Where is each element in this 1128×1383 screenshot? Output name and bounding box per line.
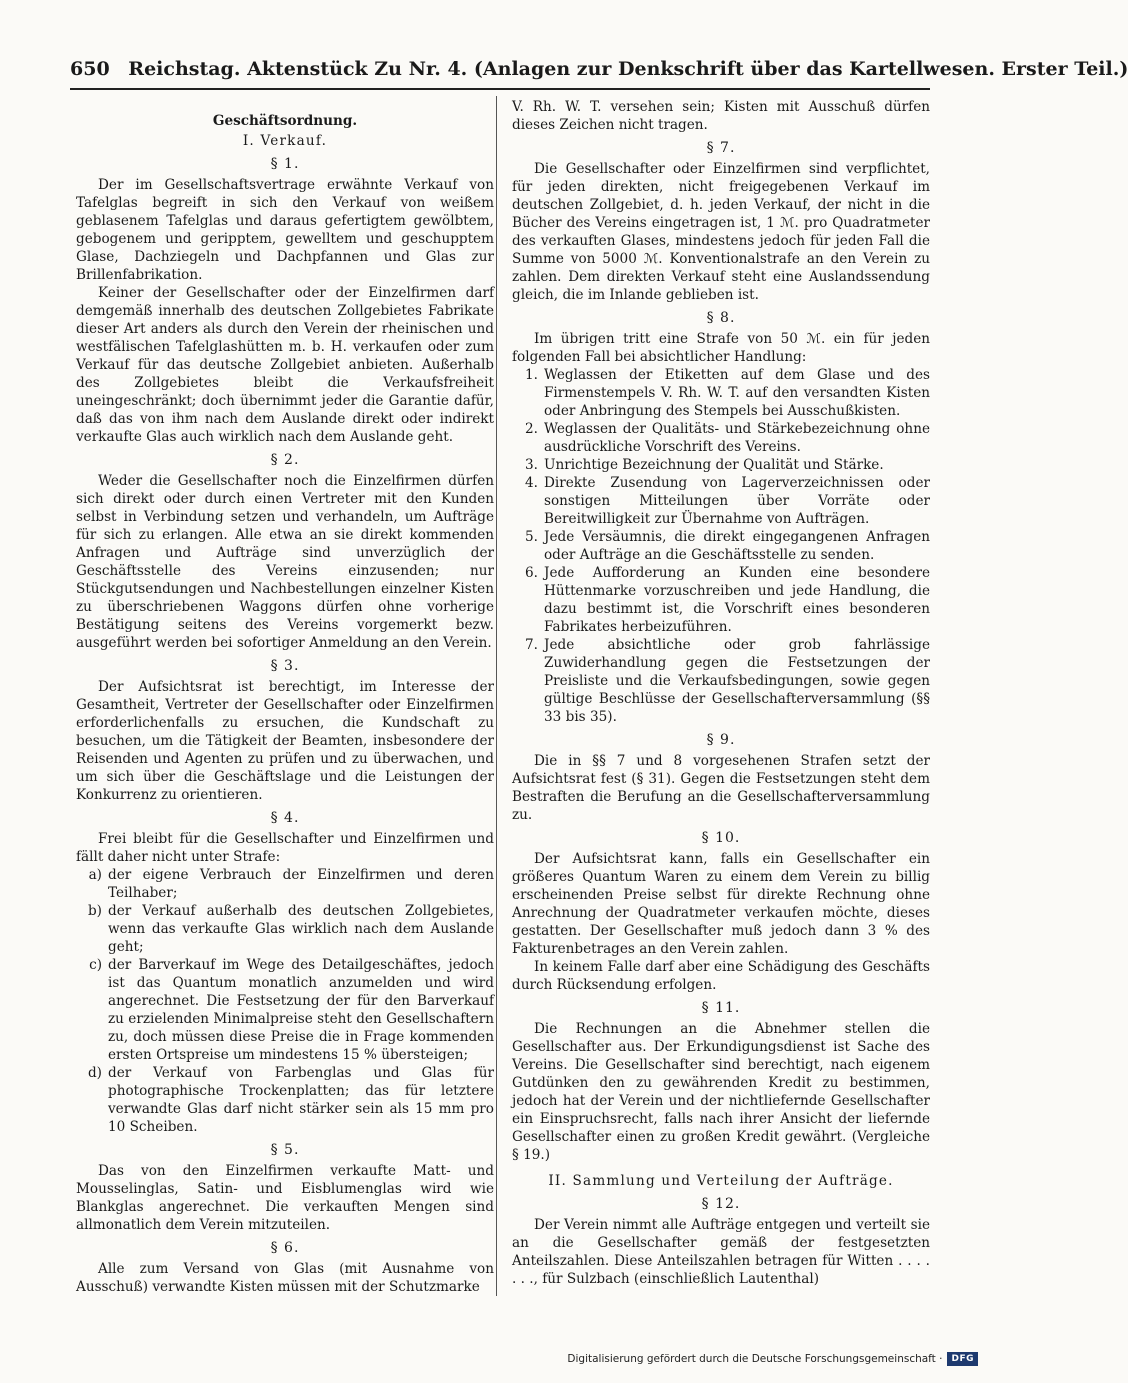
header-rule: [70, 88, 930, 90]
item-text: der Verkauf von Farbenglas und Glas für photographische Trockenplatten; das für letztere verwandte Glas darf nicht stärker sein als 15 mm pro 10 Scheiben.: [108, 1065, 494, 1135]
section-2-heading: § 2.: [270, 452, 300, 468]
section-4-heading: § 4.: [270, 810, 300, 826]
section-7-heading: § 7.: [706, 140, 736, 156]
section-4-item: [76, 902, 494, 956]
section-4-paragraph: Frei bleibt für die Gesellschafter und Einzelfirmen und fällt daher nicht unter Strafe:: [76, 831, 494, 865]
section-4-item: [76, 956, 494, 1064]
item-text: Jede absichtliche oder grob fahrlässige Zuwiderhandlung gegen die Festsetzungen der Preisliste und die Verkaufsbedingungen, sowie gegen gültige Beschlüsse der Gesellschafterversammlung (§§ 33 bis 35).: [544, 637, 930, 725]
item-text: Unrichtige Bezeichnung der Qualität und Stärke.: [544, 457, 884, 473]
item-text: Direkte Zusendung von Lagerverzeichnissen oder sonstigen Mitteilungen über Vorräte oder Bereitwilligkeit zur Übernahme von Aufträgen.: [544, 475, 930, 527]
section-5-heading: § 5.: [270, 1142, 300, 1158]
section-8-item: [512, 564, 930, 636]
item-label: 2.: [525, 421, 538, 437]
section-12-heading: § 12.: [701, 1196, 741, 1212]
section-4-item: [76, 866, 494, 902]
section-9-heading: § 9.: [706, 732, 736, 748]
item-text: Weglassen der Qualitäts- und Stärkebezeichnung ohne ausdrückliche Vorschrift des Vereins.: [544, 421, 930, 455]
section-11-paragraph: Die Rechnungen an die Abnehmer stellen die Gesellschafter aus. Der Erkundigungsdienst ist Sache des Vereins. Die Gesellschafter sind berechtigt, nach eigenem Gutdünken den zu gewährenden Kredit zu bestimmen, jedoch hat der Verein und der nichtliefernde Gesellschafter ein Einspruchsrecht, falls nach ihrer Ansicht der liefernde Gesellschafter einen zu großen Kredit gewährt. (Vergleiche § 19.): [512, 1021, 930, 1163]
section-1-paragraph-2: Keiner der Gesellschafter oder der Einzelfirmen darf demgemäß innerhalb des deutschen Zollgebietes Fabrikate dieser Art anders als durch den Verein der rheinischen und westfälischen Tafelglashütten m. b. H. verkaufen oder zum Verkauf für das deutsche Zollgebiet anbieten. Außerhalb des Zollgebietes bleibt die Verkaufsfreiheit uneingeschränkt; doch übernimmt jeder die Garantie dafür, daß das von ihm nach dem Auslande direkt oder indirekt verkaufte Glas auch wirklich nach dem Auslande geht.: [76, 285, 494, 445]
footer: [567, 1352, 978, 1366]
section-3-heading: § 3.: [270, 658, 300, 674]
section-9-paragraph: Die in §§ 7 und 8 vorgesehenen Strafen setzt der Aufsichtsrat fest (§ 31). Gegen die Festsetzungen steht dem Bestraften die Berufung an die Gesellschafterversammlung zu.: [512, 753, 930, 823]
item-label: b): [87, 903, 102, 919]
section-8-paragraph: Im übrigen tritt eine Strafe von 50 ℳ. ein für jeden folgenden Fall bei absichtlicher Handlung:: [512, 331, 930, 365]
item-label: 5.: [525, 529, 538, 545]
section-10-paragraph-1: Der Aufsichtsrat kann, falls ein Gesellschafter ein größeres Quantum Waren zu einem dem Verein zu billig erscheinenden Preise selbst für direkte Rechnung ohne Anrechnung der Quadratmeter verkaufen möchte, dieses gestatten. Der Gesellschafter muß jedoch dann 3 % des Fakturenbetrages an den Verein zahlen.: [512, 851, 930, 957]
section-7-paragraph: Die Gesellschafter oder Einzelfirmen sind verpflichtet, für jeden direkten, nicht freigegebenen Verkauf im deutschen Zollgebiet, d. h. jeden Verkauf, der nicht in die Bücher des Vereins eingetragen ist, 1 ℳ. pro Quadratmeter des verkauften Glases, mindestens jedoch für jeden Fall die Summe von 5000 ℳ. Konventionalstrafe an den Verein zu zahlen. Dem direkten Verkauf steht eine Auslandssendung gleich, die im Inlande geblieben ist.: [512, 161, 930, 303]
section-8-item: [512, 474, 930, 528]
right-column: [512, 98, 930, 1288]
page-header: [70, 58, 1128, 86]
page-number: 650: [70, 58, 110, 80]
left-column: [76, 98, 494, 1296]
item-label: 4.: [525, 475, 538, 491]
section-10-heading: § 10.: [701, 830, 741, 846]
item-label: 1.: [525, 367, 538, 383]
section-12-paragraph: Der Verein nimmt alle Aufträge entgegen und verteilt sie an die Gesellschafter gemäß der festgesetzten Anteilszahlen. Diese Anteilszahlen betragen für Witten . . . . . . ., für Sulzbach (einschließlich Lautenthal): [512, 1217, 930, 1287]
item-text: Weglassen der Etiketten auf dem Glase und des Firmenstempels V. Rh. W. T. auf den versandten Kisten oder Anbringung des Stempels bei Ausschußkisten.: [544, 367, 930, 419]
item-label: 6.: [525, 565, 538, 581]
section-5-paragraph: Das von den Einzelfirmen verkaufte Matt- und Mousselinglas, Satin- und Eisblumenglas wird wie Blankglas angerechnet. Die verkauften Mengen sind allmonatlich dem Verein mitzuteilen.: [76, 1163, 494, 1233]
part-heading-1: I. Verkauf.: [242, 133, 328, 149]
item-text: der Verkauf außerhalb des deutschen Zollgebietes, wenn das verkaufte Glas wirklich nach dem Auslande geht;: [108, 903, 494, 955]
item-label: d): [87, 1065, 102, 1081]
item-text: der Barverkauf im Wege des Detailgeschäftes, jedoch ist das Quantum monatlich anzumelden und wird angerechnet. Die Festsetzung der für den Barverkauf zu erzielenden Minimalpreise steht den Gesellschaftern zu, doch müssen diese Preise die in Frage kommenden ersten Ortspreise um mindestens 15 % übersteigen;: [108, 957, 494, 1063]
item-text: der eigene Verbrauch der Einzelfirmen und deren Teilhaber;: [108, 867, 494, 901]
section-8-heading: § 8.: [706, 310, 736, 326]
column-divider: [496, 96, 497, 1296]
section-8-item: [512, 420, 930, 456]
section-3-paragraph: Der Aufsichtsrat ist berechtigt, im Interesse der Gesamtheit, Vertreter der Gesellschafter oder Einzelfirmen erforderlichenfalls zu ersuchen, die Kundschaft zu besuchen, um die Tätigkeit der Beamten, insbesondere der Reisenden und Agenten zu prüfen und zu überwachen, und um sich über die Geschäftslage und die Leistungen der Konkurrenz zu orientieren.: [76, 679, 494, 803]
item-label: c): [89, 957, 102, 973]
dfg-logo: DFG: [947, 1352, 978, 1366]
item-text: Jede Aufforderung an Kunden eine besondere Hüttenmarke vorzuschreiben und jede Handlung, die dazu bestimmt ist, die Vorschrift eines besonderen Fabrikates herbeizuführen.: [544, 565, 930, 635]
item-label: 3.: [525, 457, 538, 473]
funding-note: Digitalisierung gefördert durch die Deutsche Forschungsgemeinschaft ·: [567, 1353, 943, 1365]
item-label: 7.: [525, 637, 538, 653]
section-8-item: [512, 456, 930, 474]
section-8-item: [512, 366, 930, 420]
section-2-paragraph: Weder die Gesellschafter noch die Einzelfirmen dürfen sich direkt oder durch einen Vertreter mit den Kunden selbst in Verbindung setzen und verhandeln, um Aufträge für sich zu erlangen. Alle etwa an sie direkt kommenden Anfragen und Aufträge sind unverzüglich der Geschäftsstelle des Vereins einzusenden; nur Stückgutsendungen und Nachbestellungen einzelner Kisten zu überschriebenen Waggons dürfen ohne vorherige Bestätigung seitens des Vereins vorgemerkt bezw. ausgeführt werden bei sofortiger Anmeldung an den Verein.: [76, 473, 494, 651]
section-10-paragraph-2: In keinem Falle darf aber eine Schädigung des Geschäfts durch Rücksendung erfolgen.: [512, 959, 930, 993]
section-11-heading: § 11.: [701, 1000, 741, 1016]
section-8-item: [512, 636, 930, 726]
section-6-paragraph: Alle zum Versand von Glas (mit Ausnahme von Ausschuß) verwandte Kisten müssen mit der Schutzmarke: [76, 1261, 494, 1295]
section-1-heading: § 1.: [270, 156, 300, 172]
item-text: Jede Versäumnis, die direkt eingegangenen Anfragen oder Aufträge an die Geschäftsstelle zu senden.: [544, 529, 930, 563]
header-title: Reichstag. Aktenstück Zu Nr. 4. (Anlagen zur Denkschrift über das Kartellwesen. Erster Teil.): [128, 58, 1128, 80]
section-1-paragraph-1: Der im Gesellschaftsvertrage erwähnte Verkauf von Tafelglas begreift in sich den Verkauf von weißem geblasenem Tafelglas und daraus gefertigtem gewölbtem, gebogenem und geripptem, gewelltem und geschupptem Glase, Dachziegeln und Dachpfannen und Glas zur Brillenfabrikation.: [76, 177, 494, 283]
section-4-item: [76, 1064, 494, 1136]
section-8-item: [512, 528, 930, 564]
item-label: a): [88, 867, 102, 883]
section-6-heading: § 6.: [270, 1240, 300, 1256]
section-6-continuation: V. Rh. W. T. versehen sein; Kisten mit Ausschuß dürfen dieses Zeichen nicht tragen.: [512, 99, 930, 133]
document-title: Geschäftsordnung.: [212, 113, 358, 129]
part-heading-2: II. Sammlung und Verteilung der Aufträge.: [548, 1173, 894, 1189]
